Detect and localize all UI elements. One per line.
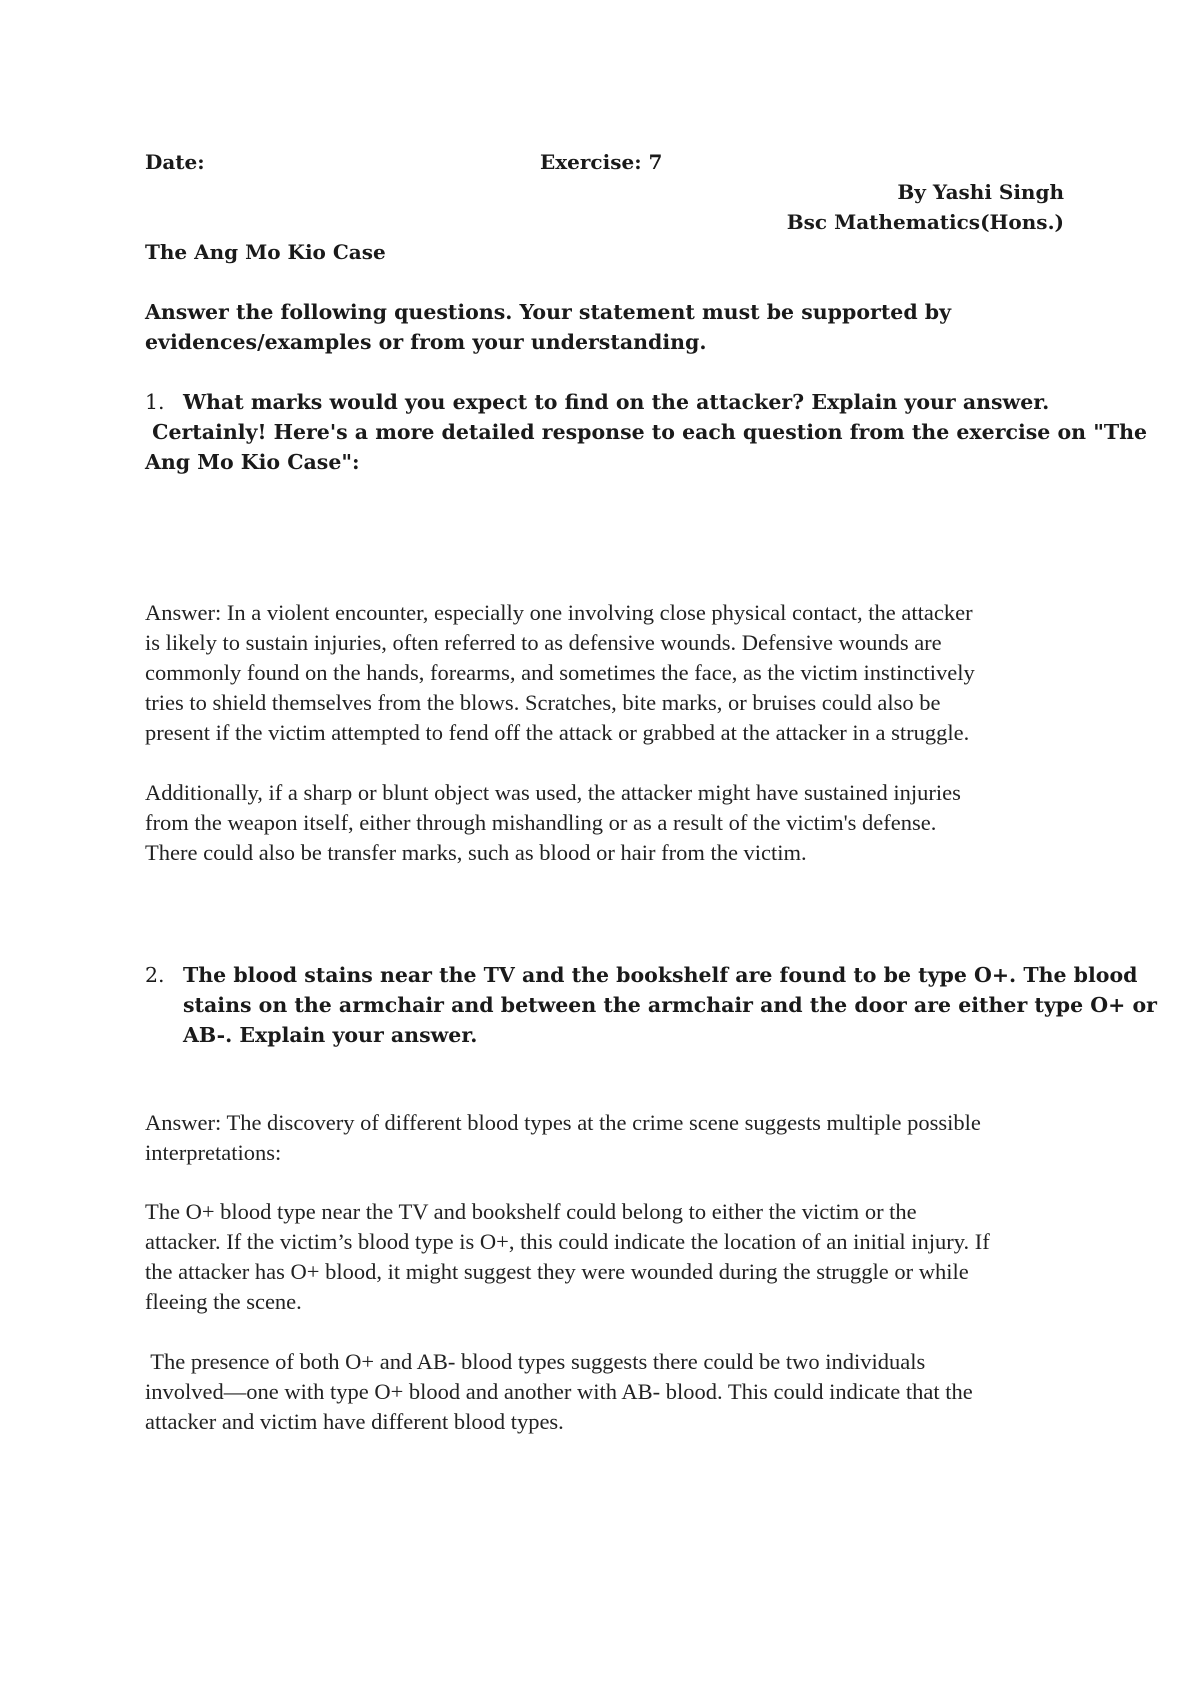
question-1-answer-paragraph-1 [145,598,975,748]
answer-line: commonly found on the hands, forearms, and sometimes the face, as the victim instinctively [145,660,975,685]
question-1-answer-paragraph-2 [145,778,961,868]
question-1-number: 1. [145,390,165,414]
answer-line: present if the victim attempted to fend off the attack or grabbed at the attacker in a struggle. [145,720,970,745]
answer-line: from the weapon itself, either through mishandling or as a result of the victim's defense. [145,810,937,835]
answer-line: There could also be transfer marks, such as blood or hair from the victim. [145,840,807,865]
answer-line: The O+ blood type near the TV and bookshelf could belong to either the victim or the [145,1199,917,1224]
answer-line: attacker and victim have different blood types. [145,1409,564,1434]
instructions-line: evidences/examples or from your understanding. [145,330,707,354]
question-2-line: The blood stains near the TV and the bookshelf are found to be type O+. The blood [183,963,1138,987]
answer-line: Additionally, if a sharp or blunt object was used, the attacker might have sustained injuries [145,780,961,805]
exercise-number: 7 [648,150,663,174]
answer-line: attacker. If the victim’s blood type is O+, this could indicate the location of an initial injury. If [145,1229,990,1254]
question-1-text: What marks would you expect to find on the attacker? Explain your answer. [183,390,1050,414]
answer-line: The presence of both O+ and AB- blood types suggests there could be two individuals [145,1349,926,1374]
answer-line: Answer: The discovery of different blood types at the crime scene suggests multiple possible [145,1110,981,1135]
question-2-line: stains on the armchair and between the armchair and the door are either type O+ or [183,993,1157,1017]
answer-line: fleeing the scene. [145,1289,302,1314]
author-degree: Bsc Mathematics(Hons.) [786,210,1064,234]
answer-line: interpretations: [145,1140,282,1165]
answer-line: Answer: In a violent encounter, especially one involving close physical contact, the attacker [145,600,973,625]
answer-line: tries to shield themselves from the blows. Scratches, bite marks, or bruises could also be [145,690,941,715]
exercise-label: Exercise: [540,150,642,174]
question-2-number: 2. [145,963,165,987]
instructions-line: Answer the following questions. Your statement must be supported by [145,300,952,324]
question-2-answer-paragraph-1 [145,1108,981,1168]
answer-line: the attacker has O+ blood, it might suggest they were wounded during the struggle or while [145,1259,969,1284]
question-2-text [183,960,1157,1050]
question-1-intro-line: Certainly! Here's a more detailed response to each question from the exercise on "The [145,420,1148,444]
author-name: By Yashi Singh [897,180,1064,204]
question-2-line: AB-. Explain your answer. [183,1023,478,1047]
answer-line: is likely to sustain injuries, often referred to as defensive wounds. Defensive wounds are [145,630,942,655]
instructions [145,297,951,357]
case-title: The Ang Mo Kio Case [145,240,386,264]
date-label: Date: [145,150,205,174]
question-1-intro-line: Ang Mo Kio Case": [145,450,360,474]
answer-line: involved—one with type O+ blood and another with AB- blood. This could indicate that the [145,1379,973,1404]
question-2-answer-paragraph-2 [145,1197,990,1317]
question-2-answer-paragraph-3 [145,1347,973,1437]
question-1-intro [145,417,1147,477]
exercise-heading [540,148,662,176]
